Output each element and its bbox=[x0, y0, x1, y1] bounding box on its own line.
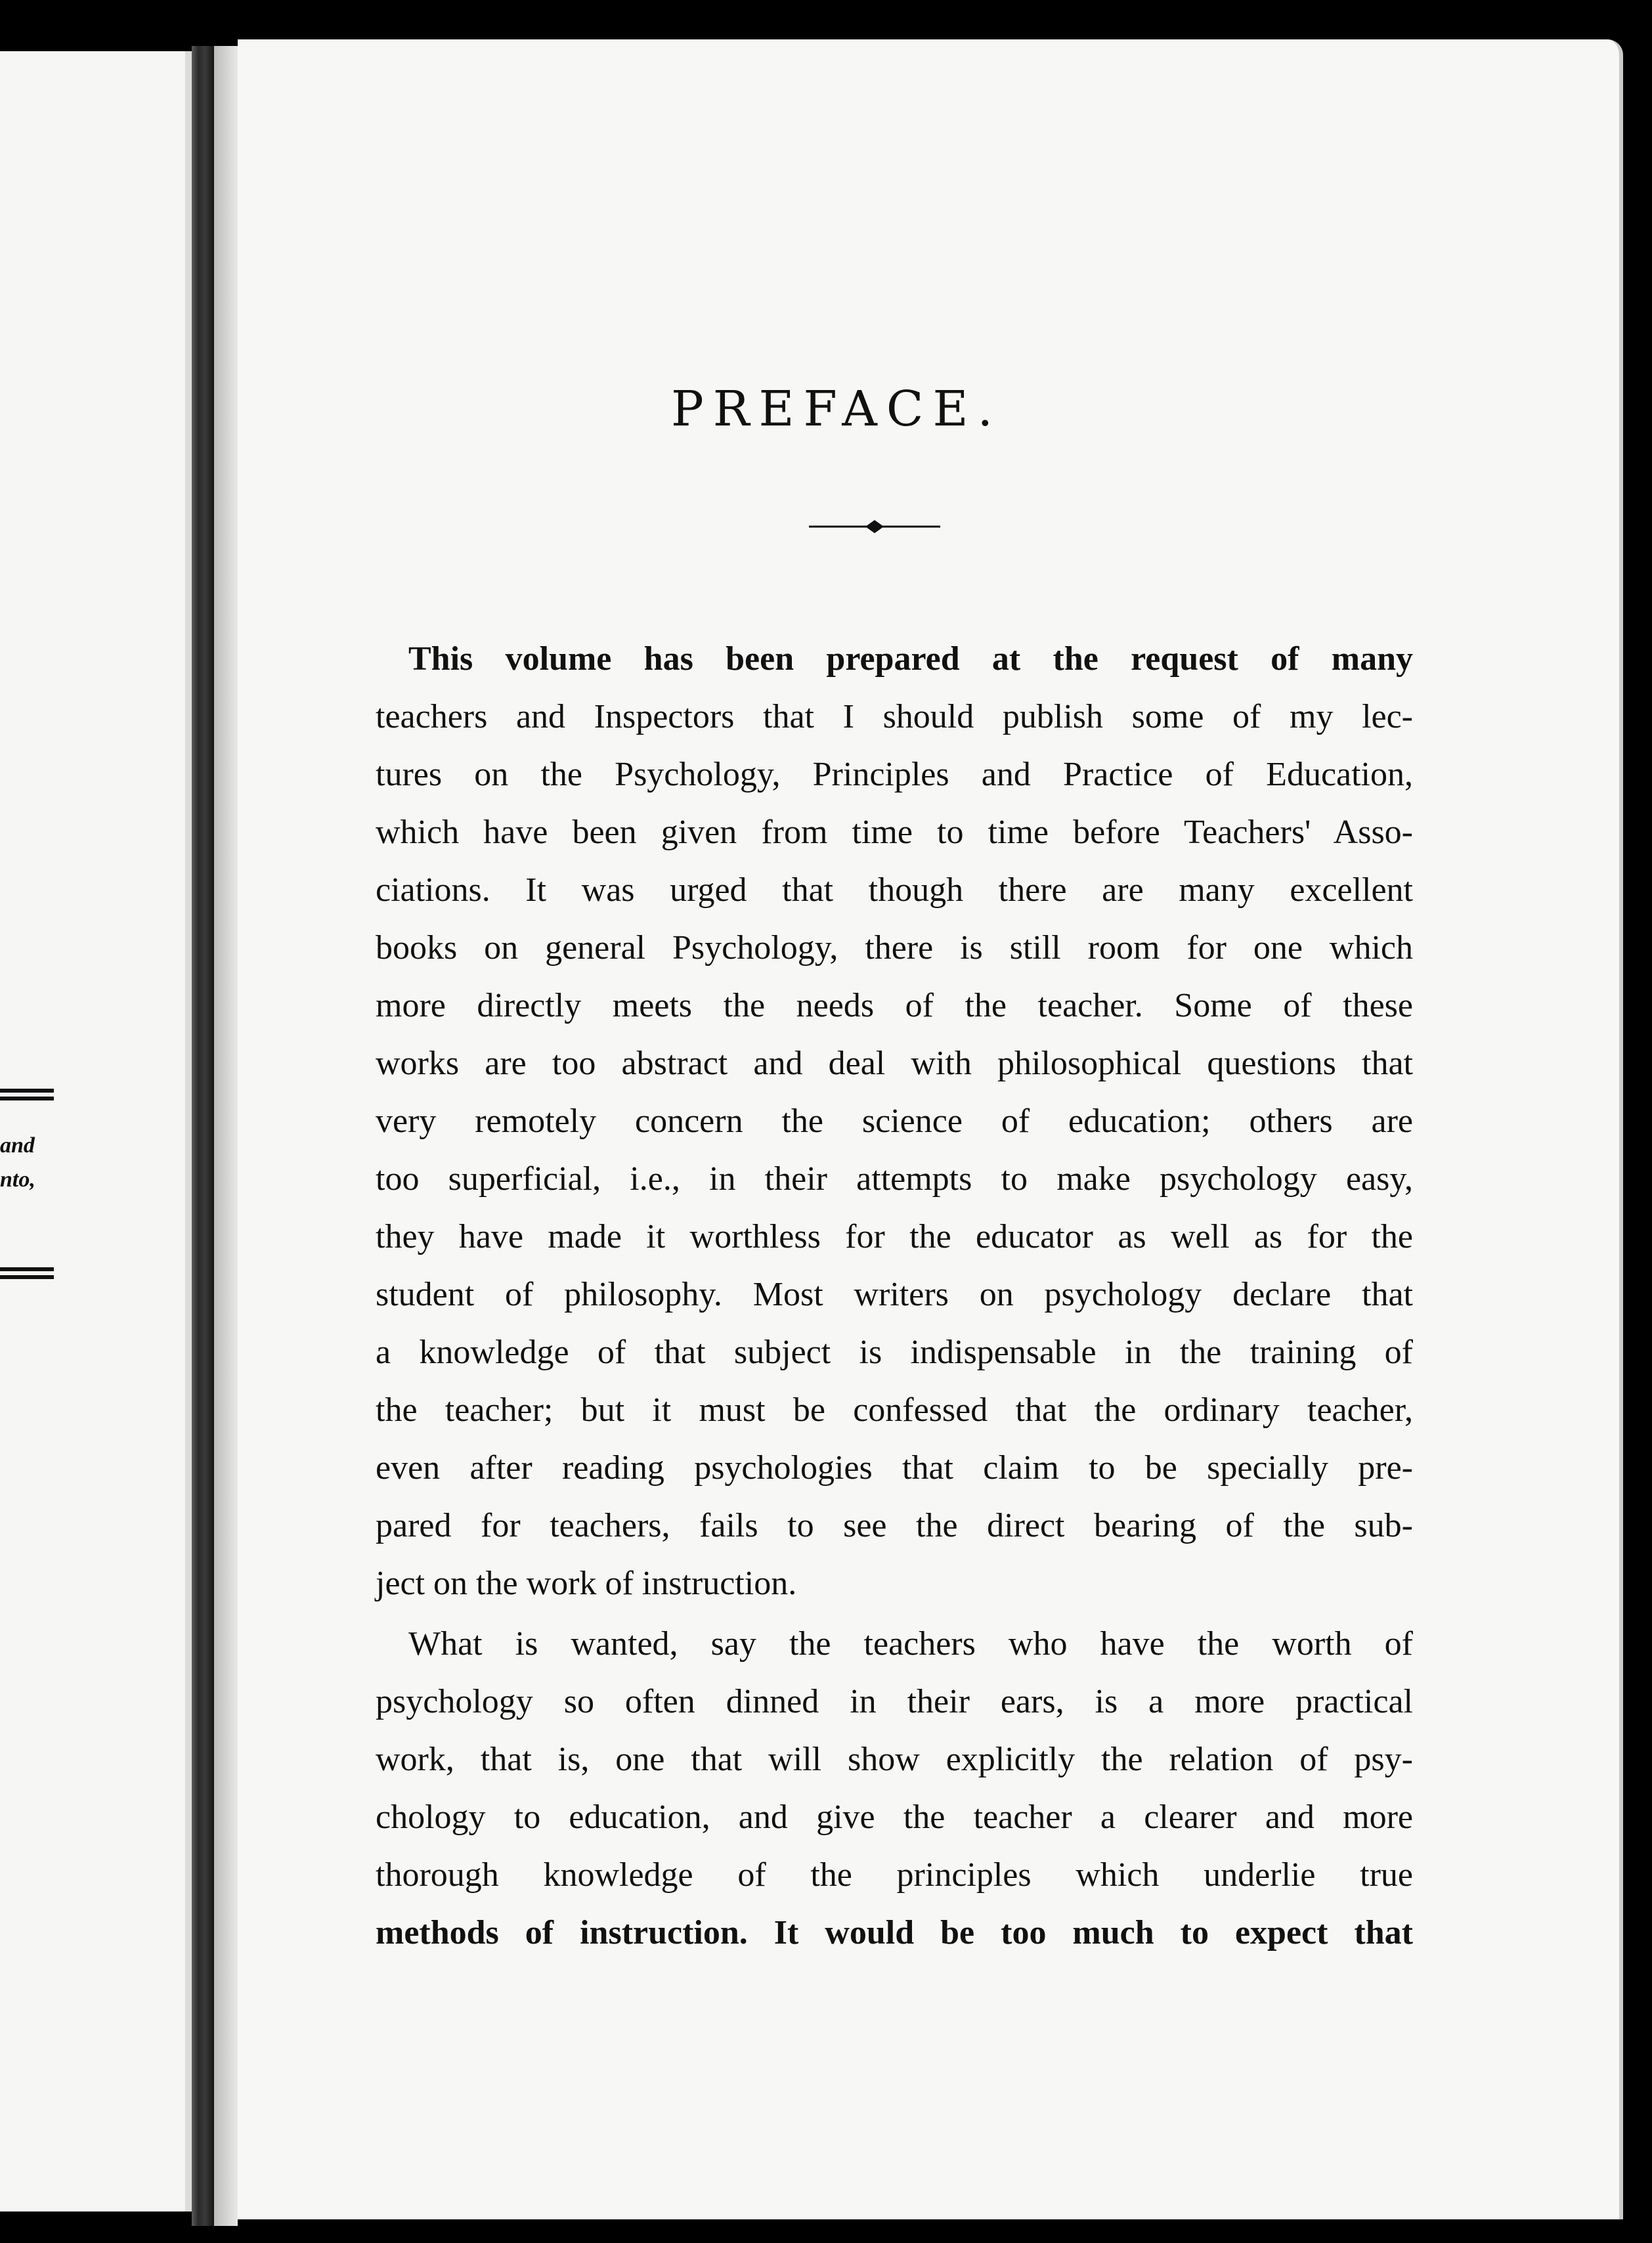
paragraph bbox=[343, 1615, 1413, 1962]
preface-page bbox=[238, 39, 1623, 2219]
text-line: pared for teachers, fails to see the direct bearing of the sub- bbox=[376, 1507, 1413, 1544]
text-line: they have made it worthless for the educator as well as for the bbox=[376, 1218, 1413, 1255]
text-line: thorough knowledge of the principles which underlie true bbox=[376, 1856, 1413, 1894]
text-line: ciations. It was urged that though there are many excellent bbox=[376, 871, 1413, 909]
text-line: a knowledge of that subject is indispensable in the training of bbox=[376, 1334, 1413, 1371]
text-line: ject on the work of instruction. bbox=[376, 1565, 797, 1602]
text-line: very remotely concern the science of education; others are bbox=[376, 1102, 1413, 1140]
preface-body bbox=[343, 630, 1413, 1962]
page-title: PREFACE. bbox=[670, 381, 1003, 437]
text-line: more directly meets the needs of the teacher. Some of these bbox=[376, 987, 1413, 1024]
text-line: work, that is, one that will show explicitly the relation of psy- bbox=[376, 1741, 1413, 1778]
text-line: chology to education, and give the teacher a clearer and more bbox=[376, 1798, 1413, 1836]
text-line: works are too abstract and deal with philosophical questions that bbox=[376, 1045, 1413, 1082]
paragraph bbox=[343, 630, 1413, 1613]
text-line: teachers and Inspectors that I should publish some of my lec- bbox=[376, 698, 1413, 735]
left-page-rule bbox=[0, 1089, 54, 1093]
text-line: methods of instruction. It would be too much to expect that bbox=[376, 1914, 1413, 1951]
left-page-rule bbox=[0, 1275, 54, 1279]
left-page-word: and bbox=[0, 1133, 35, 1158]
ornament-divider bbox=[809, 519, 940, 534]
text-line: This volume has been prepared at the request of many bbox=[408, 640, 1413, 678]
text-line: books on general Psychology, there is still room for one which bbox=[376, 929, 1413, 967]
left-page-word: nto, bbox=[0, 1167, 35, 1192]
text-line: too superficial, i.e., in their attempts to make psychology easy, bbox=[376, 1160, 1413, 1198]
gutter-shadow bbox=[214, 46, 238, 2226]
left-page-rule bbox=[0, 1097, 54, 1100]
text-line: psychology so often dinned in their ears, is a more practical bbox=[376, 1683, 1413, 1720]
text-line: tures on the Psychology, Principles and Practice of Education, bbox=[376, 756, 1413, 793]
text-line: which have been given from time to time before Teachers' Asso- bbox=[376, 814, 1413, 851]
book-gutter bbox=[192, 46, 214, 2226]
text-line: even after reading psychologies that claim to be specially pre- bbox=[376, 1449, 1413, 1487]
left-facing-page bbox=[0, 51, 192, 2211]
text-line: student of philosophy. Most writers on psychology declare that bbox=[376, 1276, 1413, 1313]
text-line: the teacher; but it must be confessed that the ordinary teacher, bbox=[376, 1391, 1413, 1429]
left-page-rule bbox=[0, 1267, 54, 1271]
text-line: What is wanted, say the teachers who have the worth of bbox=[408, 1625, 1413, 1663]
